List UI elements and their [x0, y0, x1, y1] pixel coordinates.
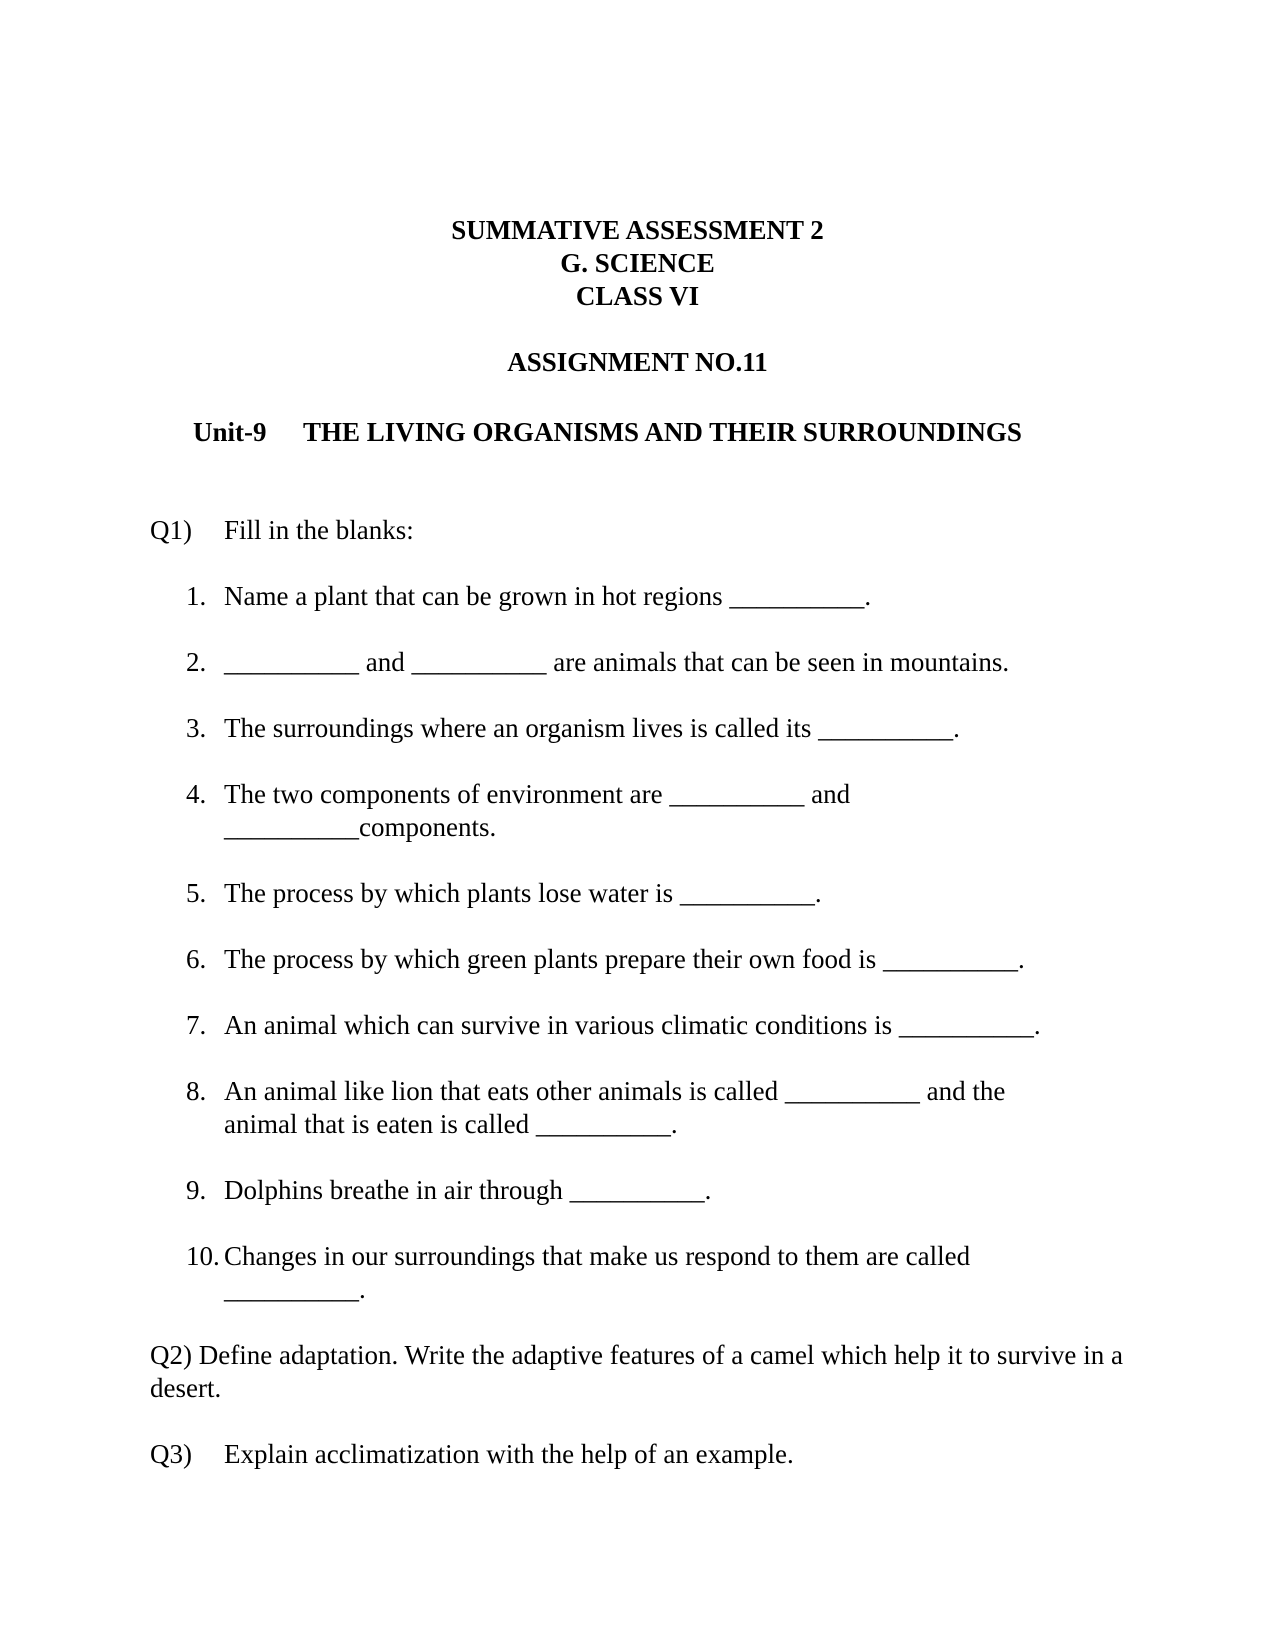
list-item-text: The surroundings where an organism lives is called its __________.	[224, 713, 960, 743]
question-2: Q2) Define adaptation. Write the adaptive features of a camel which help it to survive in a desert.	[150, 1340, 1123, 1403]
list-item-number: 3.	[186, 713, 207, 743]
question-1-heading	[150, 514, 414, 547]
list-item-number: 4.	[186, 779, 207, 809]
list-item-number: 7.	[186, 1010, 207, 1040]
list-item	[186, 943, 1116, 976]
question-3-number: Q3)	[150, 1439, 192, 1469]
list-item-text: An animal like lion that eats other animals is called __________ and the animal that is eaten is called __________.	[224, 1076, 1006, 1139]
list-item	[186, 646, 1116, 679]
list-item	[186, 712, 1116, 745]
list-item-text: The two components of environment are __________ and __________components.	[224, 779, 851, 842]
question-3-text: Explain acclimatization with the help of an example.	[224, 1439, 794, 1469]
list-item	[186, 1240, 1046, 1306]
list-item-number: 1.	[186, 581, 207, 611]
list-item	[186, 1174, 1116, 1207]
unit-number: Unit-9	[193, 417, 267, 447]
question-3	[150, 1438, 794, 1471]
list-item	[186, 1009, 1116, 1042]
list-item	[186, 778, 906, 844]
question-1-number: Q1)	[150, 515, 192, 545]
unit-title: THE LIVING ORGANISMS AND THEIR SURROUNDINGS	[303, 417, 1022, 447]
list-item-text: __________ and __________ are animals that can be seen in mountains.	[224, 647, 1010, 677]
list-item-number: 6.	[186, 944, 207, 974]
list-item	[186, 1075, 1066, 1141]
list-item-number: 5.	[186, 878, 207, 908]
list-item-number: 9.	[186, 1175, 207, 1205]
list-item-text: The process by which green plants prepare their own food is __________.	[224, 944, 1025, 974]
question-1-title: Fill in the blanks:	[224, 515, 414, 545]
heading-assessment: SUMMATIVE ASSESSMENT 2	[451, 215, 824, 245]
heading-assignment: ASSIGNMENT NO.11	[507, 347, 768, 377]
list-item-number: 2.	[186, 647, 207, 677]
list-item-text: Dolphins breathe in air through __________.	[224, 1175, 712, 1205]
list-item-text: The process by which plants lose water is __________.	[224, 878, 822, 908]
heading-class: CLASS VI	[575, 281, 700, 311]
list-item	[186, 580, 1116, 613]
list-item-text: An animal which can survive in various climatic conditions is __________.	[224, 1010, 1041, 1040]
list-item-number: 8.	[186, 1076, 207, 1106]
heading-subject: G. SCIENCE	[560, 248, 715, 278]
list-item-number: 10.	[186, 1241, 220, 1271]
list-item-text: Name a plant that can be grown in hot regions __________.	[224, 581, 872, 611]
list-item-text: Changes in our surroundings that make us respond to them are called __________.	[224, 1241, 971, 1304]
unit-heading	[193, 416, 1022, 449]
list-item	[186, 877, 1116, 910]
